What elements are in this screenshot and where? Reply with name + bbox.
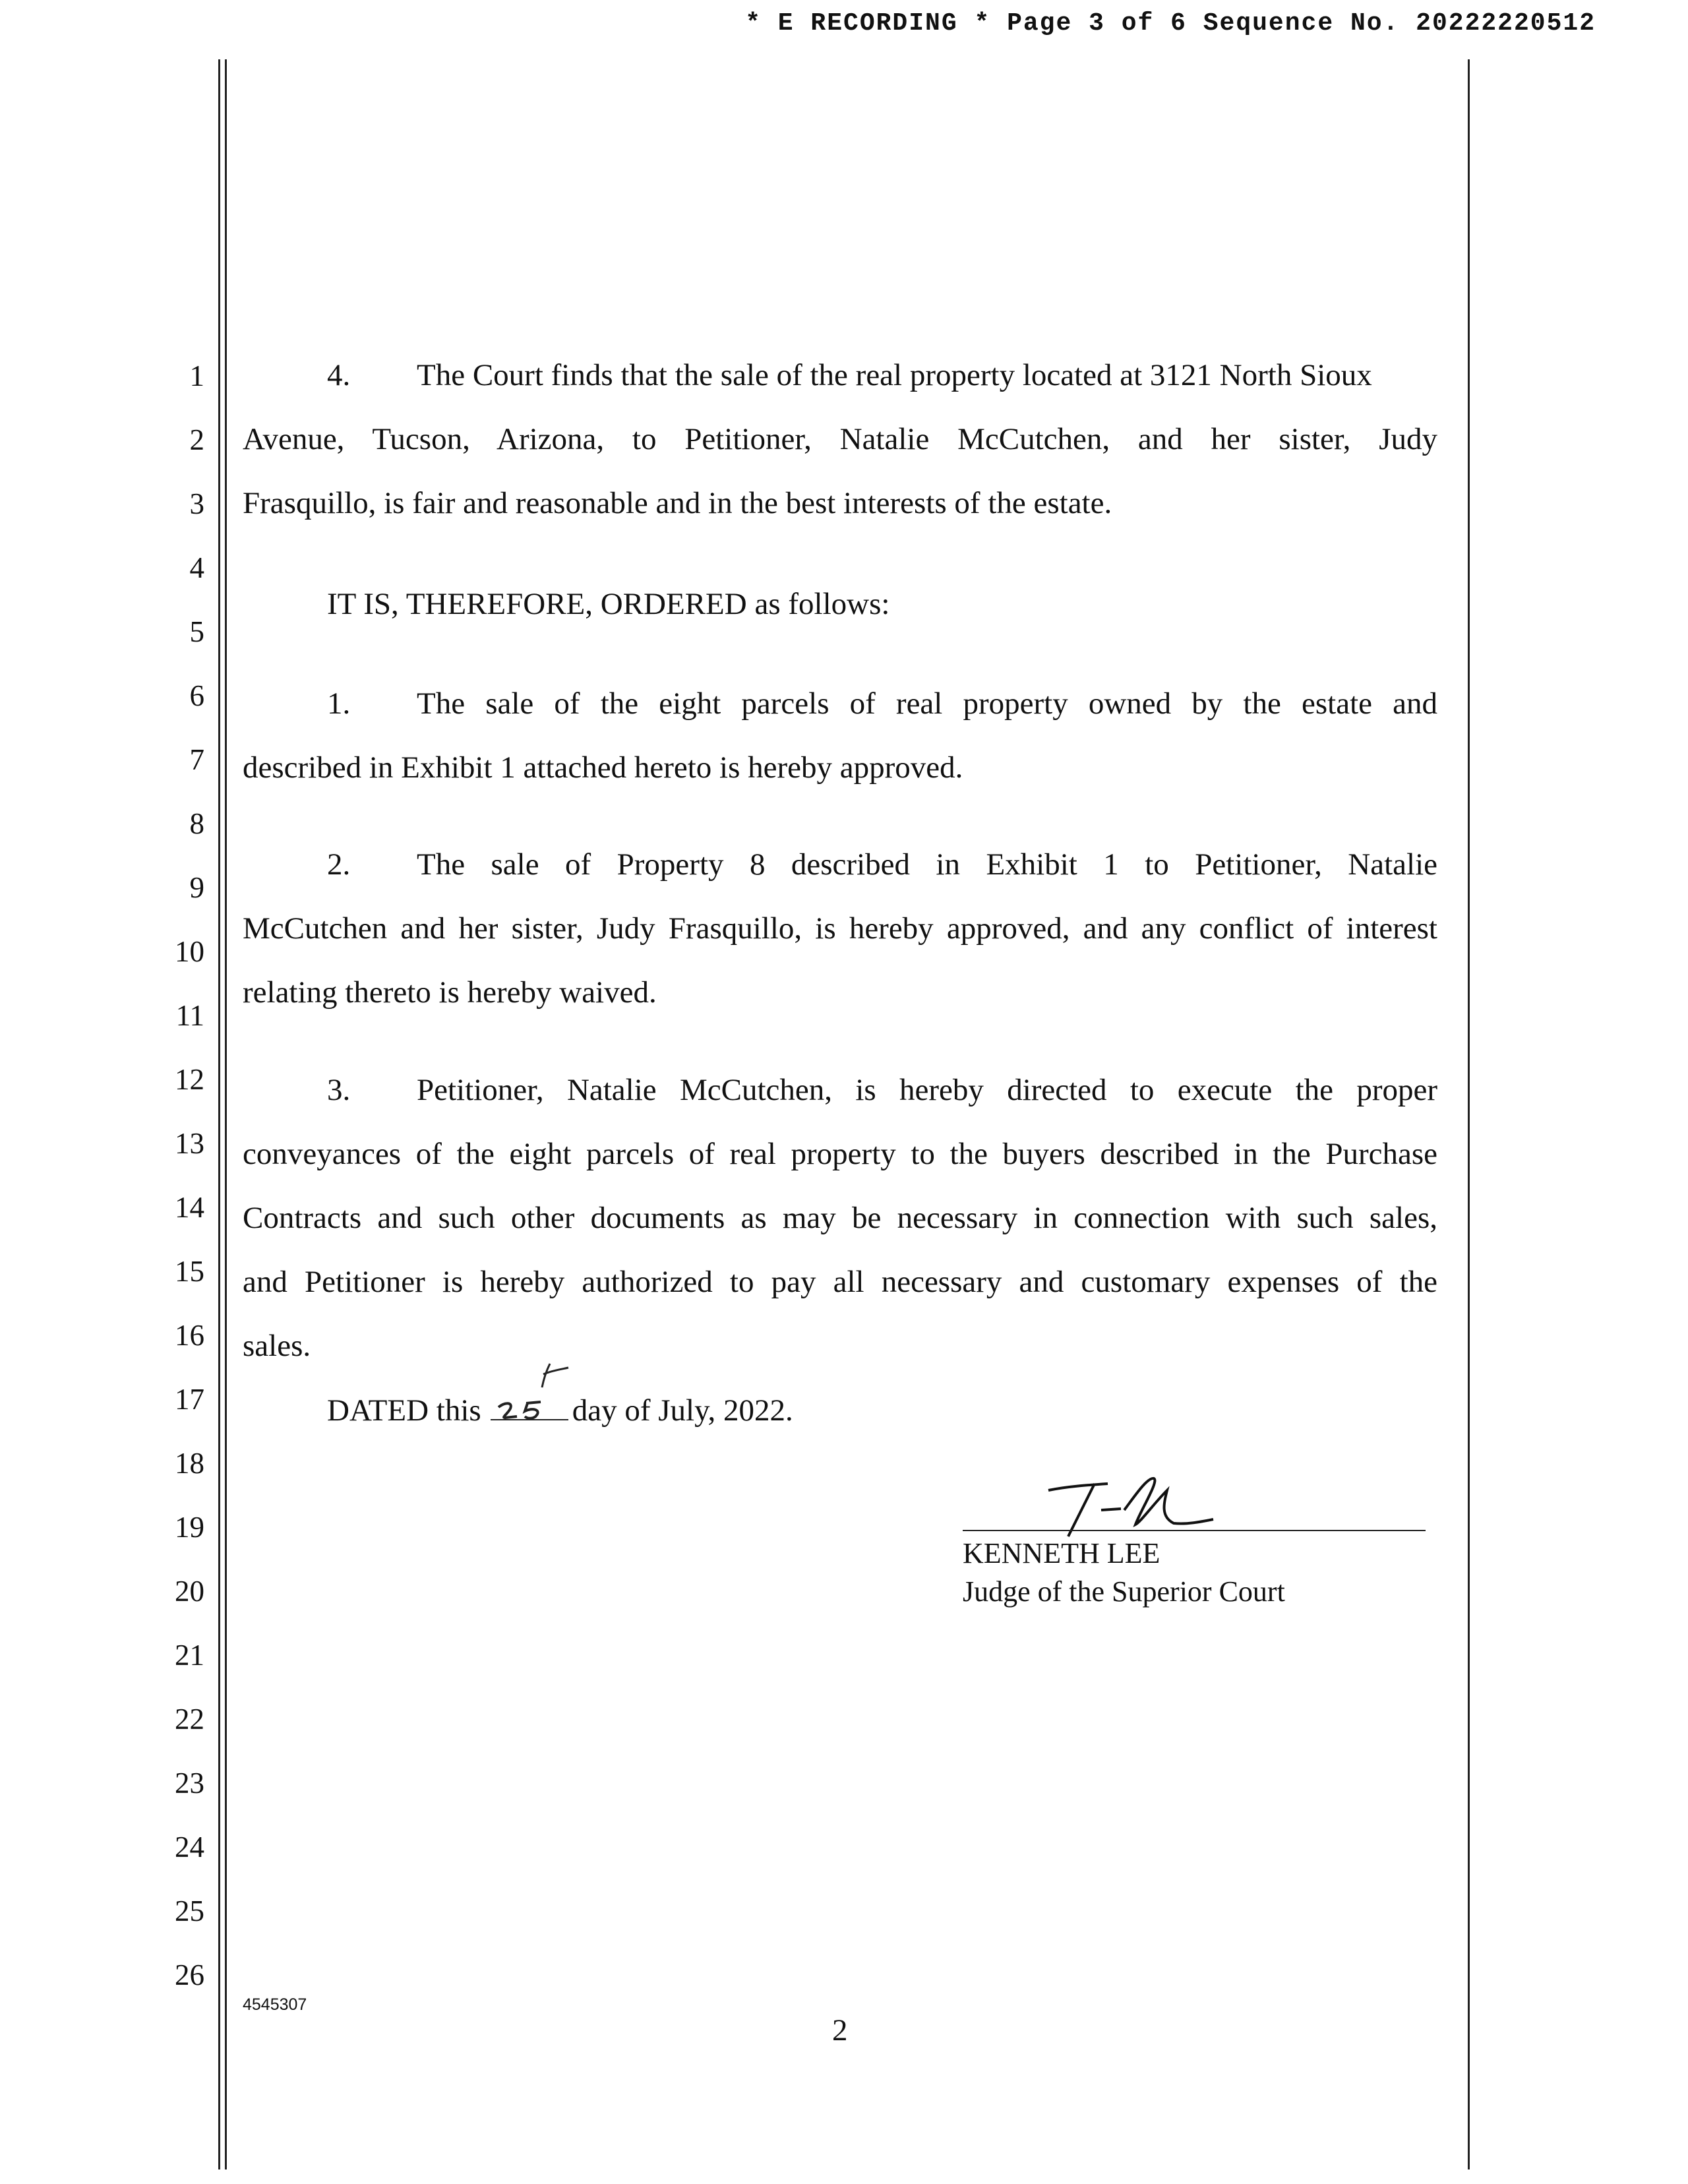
order-2-line-1 <box>243 849 1437 880</box>
signature-line <box>963 1530 1426 1531</box>
order-text: Petitioner, Natalie McCutchen, is hereby directed to execute the proper <box>417 1073 1437 1107</box>
document-id: 4545307 <box>243 1995 307 2014</box>
order-text: The sale of Property 8 described in Exhibit 1 to Petitioner, Natalie <box>417 847 1437 882</box>
right-margin-rule <box>1468 59 1470 2169</box>
line-number: 21 <box>175 1639 204 1672</box>
finding-paragraph-line-3: Frasquillo, is fair and reasonable and in the best interests of the estate. <box>243 486 1112 520</box>
line-number: 26 <box>175 1958 204 1991</box>
order-2-line-3: relating thereto is hereby waived. <box>243 975 657 1010</box>
line-number: 20 <box>175 1575 204 1608</box>
line-number: 24 <box>175 1831 204 1864</box>
line-number: 12 <box>175 1063 204 1096</box>
line-number: 16 <box>175 1319 204 1352</box>
dated-line <box>243 1393 1437 1426</box>
line-number: 8 <box>189 807 204 840</box>
signature-scribble <box>963 1464 1431 1536</box>
finding-paragraph-line-1 <box>243 360 1437 391</box>
finding-paragraph-line-2: Avenue, Tucson, Arizona, to Petitioner, Natalie McCutchen, and her sister, Judy <box>243 422 1437 456</box>
line-number: 22 <box>175 1703 204 1736</box>
order-number: 2. <box>327 847 351 882</box>
paragraph-text: The Court finds that the sale of the real property located at 3121 North Sioux <box>417 358 1372 392</box>
line-number: 23 <box>175 1767 204 1800</box>
dated-prefix: DATED this <box>327 1393 481 1428</box>
order-intro-text: IT IS, THEREFORE, ORDERED as follows: <box>327 587 890 621</box>
order-number: 1. <box>327 686 351 721</box>
page-number: 2 <box>832 2013 848 2048</box>
line-number: 19 <box>175 1511 204 1544</box>
left-margin-rule-outer <box>218 59 220 2169</box>
line-number: 14 <box>175 1191 204 1224</box>
line-number: 6 <box>189 679 204 712</box>
line-number: 7 <box>189 743 204 776</box>
order-intro <box>243 589 1437 620</box>
dated-suffix: day of July, 2022. <box>572 1393 793 1428</box>
line-number: 25 <box>175 1895 204 1927</box>
order-text: The sale of the eight parcels of real property owned by the estate and <box>417 686 1437 721</box>
line-number: 2 <box>189 423 204 456</box>
line-number: 17 <box>175 1383 204 1416</box>
line-number: 4 <box>189 551 204 584</box>
judge-signature <box>963 1464 1431 1536</box>
order-3-line-1 <box>243 1075 1437 1106</box>
line-number: 13 <box>175 1127 204 1160</box>
left-margin-rule-inner <box>225 59 227 2169</box>
order-3-line-4: and Petitioner is hereby authorized to pay all necessary and customary expenses of the <box>243 1265 1437 1299</box>
paragraph-number: 4. <box>327 358 351 392</box>
line-number: 9 <box>189 871 204 904</box>
line-number: 15 <box>175 1255 204 1288</box>
order-1-line-2: described in Exhibit 1 attached hereto is hereby approved. <box>243 750 963 785</box>
line-number: 3 <box>189 487 204 520</box>
handwritten-day <box>491 1393 568 1420</box>
order-3-line-5: sales. <box>243 1329 311 1363</box>
line-number: 18 <box>175 1447 204 1480</box>
line-number: 5 <box>189 615 204 648</box>
judge-name: KENNETH LEE <box>963 1537 1160 1569</box>
order-1-line-1 <box>243 688 1437 719</box>
line-number: 11 <box>175 999 204 1032</box>
order-2-line-2: McCutchen and her sister, Judy Frasquillo, is hereby approved, and any conflict of interest <box>243 911 1437 946</box>
order-3-line-2: conveyances of the eight parcels of real property to the buyers described in the Purchase <box>243 1137 1437 1171</box>
order-number: 3. <box>327 1073 351 1107</box>
judge-title: Judge of the Superior Court <box>963 1575 1285 1608</box>
order-3-line-3: Contracts and such other documents as may be necessary in connection with such sales, <box>243 1201 1437 1235</box>
line-number: 10 <box>175 935 204 968</box>
recording-header: * E RECORDING * Page 3 of 6 Sequence No. 20222220512 <box>745 9 1596 38</box>
line-number: 1 <box>189 359 204 392</box>
